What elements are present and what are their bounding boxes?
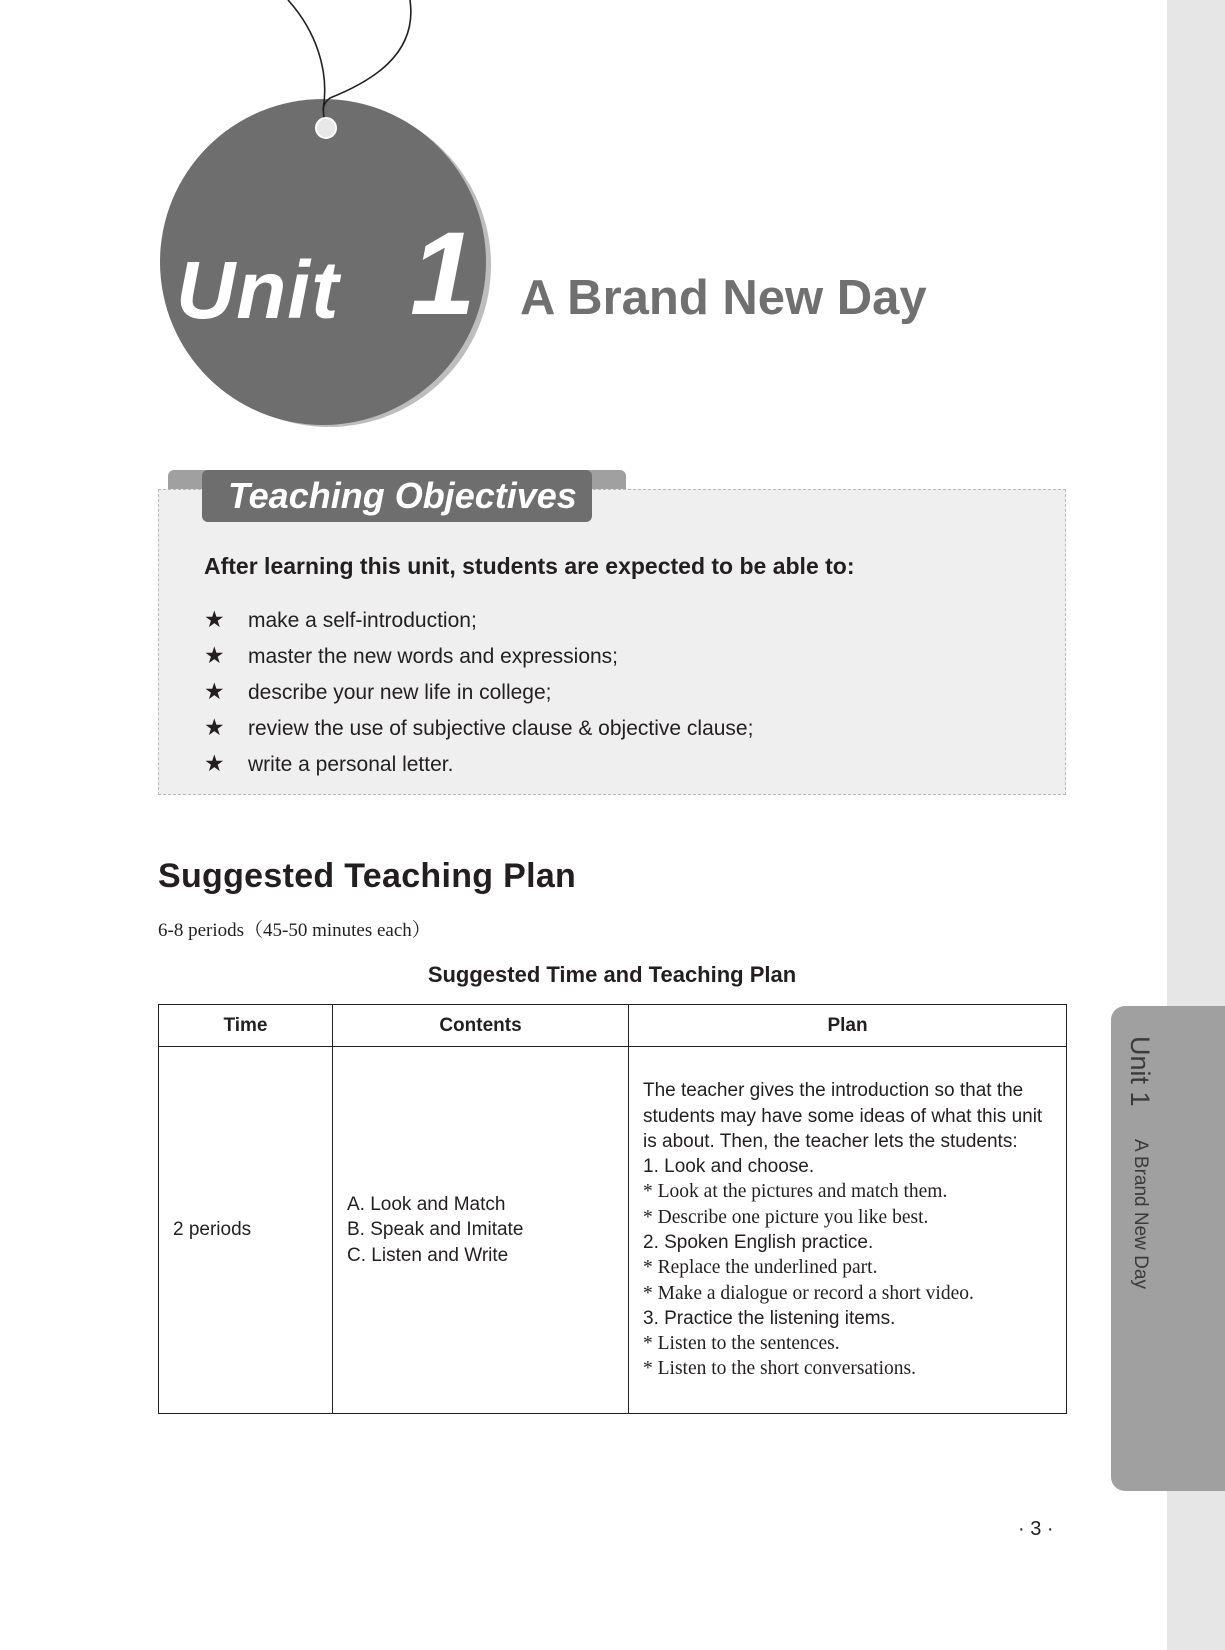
objective-item [204,745,753,781]
plan-line: The teacher gives the introduction so that the [643,1080,1024,1102]
side-tab-title: A Brand New Day [1130,1139,1151,1289]
table-row [159,1047,1067,1414]
star-icon: ★ [204,714,225,740]
objective-item [204,709,753,745]
star-icon: ★ [204,606,225,632]
plan-line: 3. Practice the listening items. [643,1307,896,1329]
plan-line: * Listen to the sentences. [643,1333,840,1355]
objective-text: write a personal letter. [248,753,454,776]
plan-line: * Describe one picture you like best. [643,1206,929,1228]
column-header-contents: Contents [333,1005,629,1047]
periods-note: 6-8 periods（45-50 minutes each） [158,920,431,941]
side-tab-unit: Unit 1 [1125,1036,1155,1107]
contents-line: C. Listen and Write [347,1244,509,1266]
objective-text: master the new words and expressions; [248,645,619,668]
objectives-list [204,601,753,781]
contents-line: B. Speak and Imitate [347,1219,524,1241]
contents-cell [333,1047,629,1414]
star-icon: ★ [204,678,225,704]
star-icon: ★ [204,642,225,668]
objective-item [204,601,753,637]
tag-string-left [288,0,325,110]
contents-line: A. Look and Match [347,1194,506,1216]
plan-heading: Suggested Teaching Plan [158,857,577,895]
plan-line: * Listen to the short conversations. [643,1358,916,1380]
objective-item [204,673,753,709]
objective-text: review the use of subjective clause & objective clause; [248,717,754,740]
plan-line: * Look at the pictures and match them. [643,1181,948,1203]
objective-text: describe your new life in college; [248,681,552,704]
star-icon: ★ [204,750,225,776]
objective-item [204,637,753,673]
unit-number: 1 [410,208,476,340]
plan-line: * Make a dialogue or record a short video. [643,1282,974,1304]
table-header-row [159,1005,1067,1047]
objective-text: make a self-introduction; [248,609,477,632]
plan-line: 1. Look and choose. [643,1156,815,1178]
column-header-time: Time [159,1005,333,1047]
plan-line: is about. Then, the teacher lets the students: [643,1130,1018,1152]
page-number: · 3 · [1018,1518,1054,1540]
table-caption: Suggested Time and Teaching Plan [427,962,797,987]
plan-line: 2. Spoken English practice. [643,1232,874,1253]
teaching-plan-table [158,1004,1067,1414]
plan-line: students may have some ideas of what this unit [643,1105,1043,1127]
plan-line: * Replace the underlined part. [643,1257,878,1279]
objectives-lead: After learning this unit, students are expected to be able to: [204,553,855,579]
tag-hole [316,118,336,138]
side-tab-label [1124,1036,1155,1289]
time-cell: 2 periods [159,1047,333,1414]
unit-word: Unit [176,245,340,336]
objectives-label: Teaching Objectives [202,470,592,522]
plan-cell [629,1047,1067,1414]
column-header-plan: Plan [629,1005,1067,1047]
unit-title: A Brand New Day [520,271,927,325]
